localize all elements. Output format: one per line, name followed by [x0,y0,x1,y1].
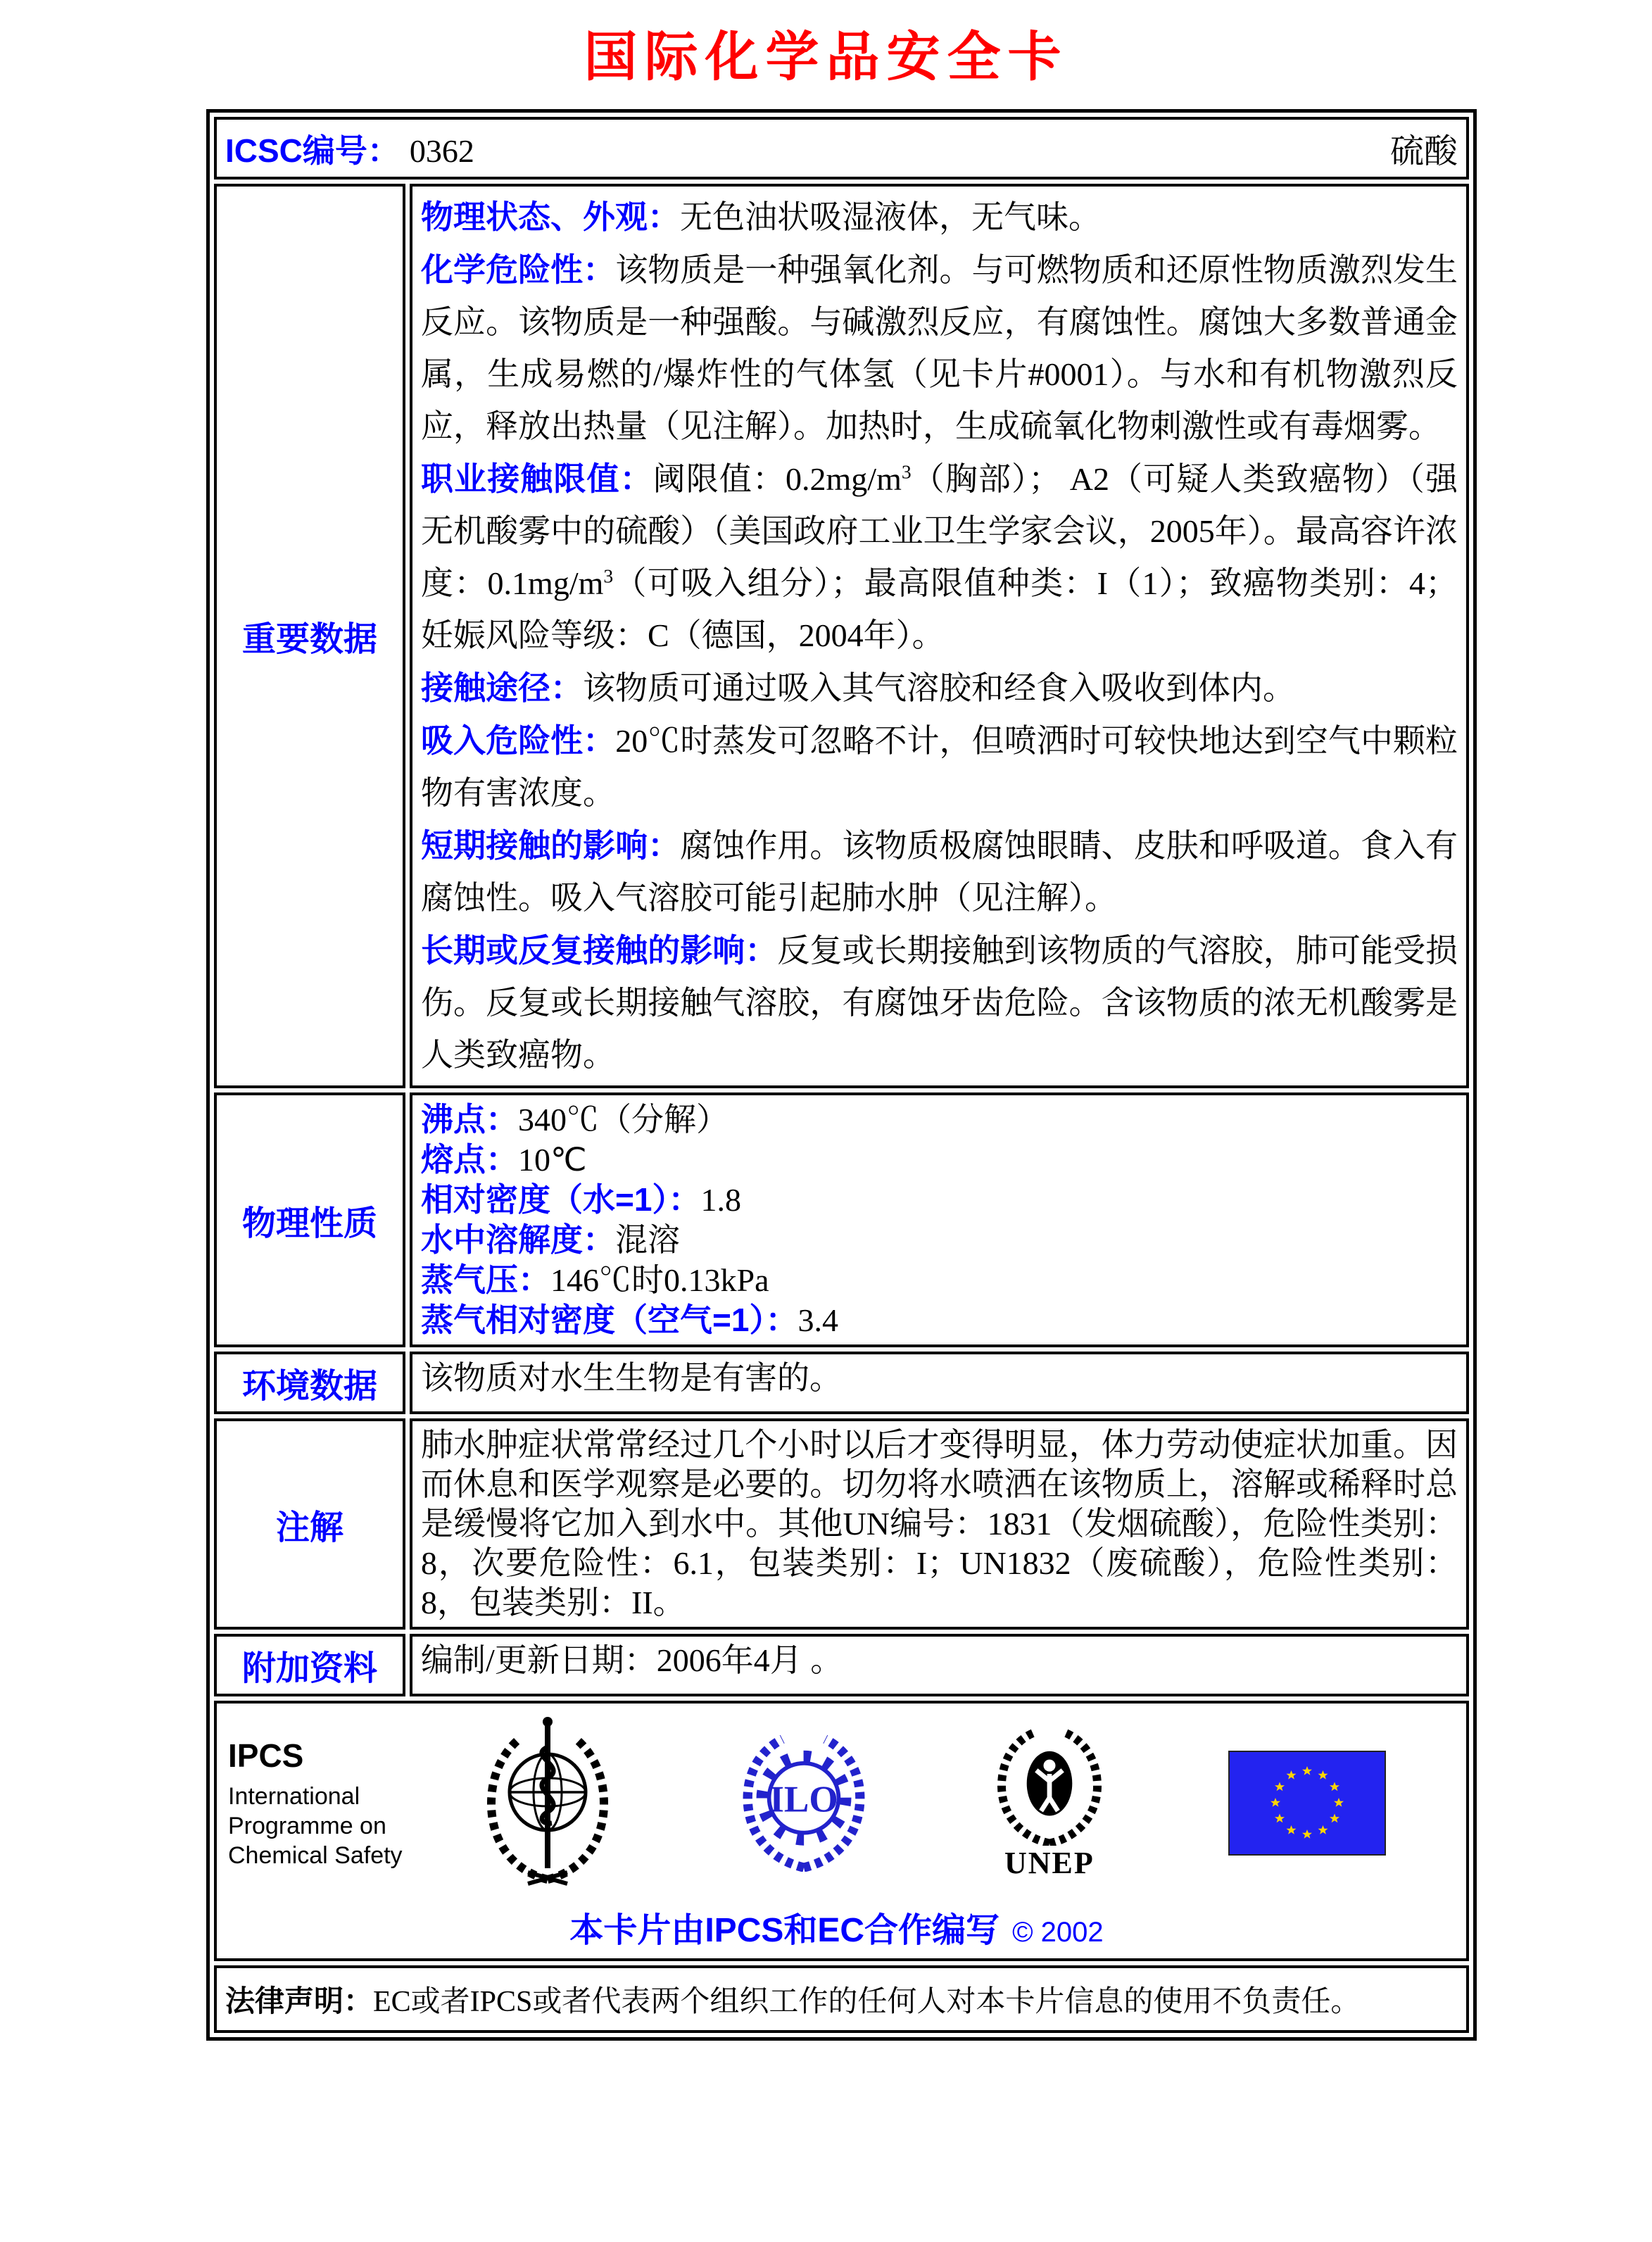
paragraph [421,714,1458,819]
paragraph [421,1140,1458,1180]
section-content-notes [410,1418,1469,1630]
text-segment: 该物质对水生生物是有害的。 [421,1360,842,1396]
substance-name: 硫酸 [1389,133,1458,170]
cooperation-caption-text: 本卡片由IPCS和EC合作编写 [569,1912,1000,1949]
paragraph [421,662,1458,714]
ipcs-line: International [228,1782,360,1810]
text-segment: 编制/更新日期：2006年4月 。 [421,1642,843,1678]
ilo-logo-text: ILO [769,1778,838,1820]
section-label-environmental-data: 环境数据 [214,1352,405,1414]
paragraph [421,1359,1458,1398]
text-segment: 该物质可通过吸入其气溶胶和经食入吸收到体内。 [583,670,1295,706]
field-label: 吸入危险性： [421,722,616,759]
section-content-additional-info [410,1634,1469,1696]
text-segment: 肺水肿症状常常经过几个小时以后才变得明显，体力劳动使症状加重。因而休息和医学观察是必要的。切勿将水喷洒在该物质上，溶解或稀释时总是缓慢将它加入到水中。其他UN编号：1831（发烟硫酸），危险性类别：8，次要危险性：6.1，包装类别：I；UN1832（废硫酸），危险性类别：8，包装类别：II。 [421,1427,1458,1620]
text-segment: 无色油状吸湿液体，无气味。 [680,199,1101,235]
text-segment: 20℃时蒸发可忽略不计，但喷洒时可较快地达到空气中颗粒物有害浓度。 [421,723,1458,811]
legal-label: 法律声明： [225,1984,374,2017]
paragraph [421,1100,1458,1140]
logos-cell [214,1701,1469,1961]
legal-text: EC或者IPCS或者代表两个组织工作的任何人对本卡片信息的使用不负责任。 [373,1986,1361,2018]
field-label: 长期或反复接触的影响： [421,932,778,969]
superscript: 3 [603,565,614,587]
cooperation-caption [228,1903,1445,1951]
section-label-physical-properties: 物理性质 [214,1092,405,1347]
paragraph [421,1641,1458,1680]
ipcs-text-block [228,1737,418,1870]
section-label-notes: 注解 [214,1418,405,1630]
section-content-environmental-data [410,1352,1469,1414]
text-segment: （胸部）； A2（可疑人类致癌物）（强无机酸雾中的硫酸）（美国政府工业卫生学家会议，2005年）。最高容许浓度：0.1mg/m [421,461,1458,601]
field-label: 蒸气压： [421,1261,550,1298]
text-segment: 该物质是一种强氧化剂。与可燃物质和还原性物质激烈发生反应。该物质是一种强酸。与碱激烈反应，有腐蚀性。腐蚀大多数普通金属，生成易燃的/爆炸性的气体氢（见卡片#0001）。与水和有机物激烈反应，释放出热量（见注解）。加热时，生成硫氧化物刺激性或有毒烟雾。 [421,252,1458,444]
field-label: 沸点： [421,1101,518,1138]
text-segment: 146℃时0.13kPa [550,1262,769,1298]
text-segment: 腐蚀作用。该物质极腐蚀眼睛、皮肤和呼吸道。食入有腐蚀性。吸入气溶胶可能引起肺水肿（见注解）。 [421,828,1458,916]
paragraph [421,1300,1458,1340]
legal-cell [214,1965,1469,2033]
text-segment: 3.4 [797,1302,838,1338]
text-segment: 混溶 [615,1222,680,1258]
section-content-physical-properties [410,1092,1469,1347]
paragraph [421,244,1458,453]
section-row-important-data [214,184,1469,1088]
section-label-additional-info: 附加资料 [214,1634,405,1696]
icsc-number-label: ICSC编号： [225,132,400,169]
paragraph [421,1220,1458,1260]
field-label: 水中溶解度： [421,1221,615,1258]
paragraph [421,924,1458,1081]
field-label: 化学危险性： [421,251,616,288]
paragraph [421,819,1458,924]
unep-logo [990,1726,1109,1881]
text-segment: 10℃ [518,1142,587,1178]
text-segment: 阈限值：0.2mg/m [652,461,902,497]
section-content-important-data [410,184,1469,1088]
who-logo-icon [477,1713,618,1893]
paragraph [421,1425,1458,1623]
ipcs-line: Chemical Safety [228,1841,403,1869]
section-row-physical-properties [214,1092,1469,1347]
text-segment: 反复或长期接触到该物质的气溶胶，肺可能受损伤。反复或长期接触气溶胶，有腐蚀牙齿危险。含该物质的浓无机酸雾是人类致癌物。 [421,933,1458,1073]
ipcs-line: Programme on [228,1812,386,1839]
header-row [214,117,1469,180]
field-label: 接触途径： [421,669,583,706]
section-row-additional-info [214,1634,1469,1696]
section-row-notes [214,1418,1469,1630]
paragraph [421,1180,1458,1220]
field-label: 短期接触的影响： [421,827,681,864]
text-segment: 1.8 [700,1182,741,1218]
field-label: 熔点： [421,1141,518,1178]
field-label: 蒸气相对密度（空气=1）： [421,1302,798,1338]
ilo-logo-icon [737,1731,871,1875]
page-title: 国际化学品安全卡 [584,27,1068,87]
copyright-text: © 2002 [1012,1917,1104,1948]
text-segment: （可吸入组分）；最高限值种类：I（1）；致癌物类别：4；妊娠风险等级：C（德国，2004年）。 [421,565,1458,653]
paragraph [421,191,1458,244]
field-label: 相对密度（水=1）： [421,1181,701,1218]
field-label: 物理状态、外观： [421,199,680,235]
ipcs-acronym: IPCS [228,1737,304,1774]
eu-flag-icon [1228,1751,1386,1856]
paragraph [421,1260,1458,1300]
icsc-number-group [225,125,474,172]
section-row-environmental-data [214,1352,1469,1414]
unep-logo-text: UNEP [1004,1845,1095,1880]
field-label: 职业接触限值： [421,460,653,497]
section-label-important-data: 重要数据 [214,184,405,1088]
icsc-number-value: 0362 [409,132,474,169]
text-segment: 340℃（分解） [518,1102,729,1138]
logos-row [214,1701,1469,1961]
paragraph [421,453,1458,662]
unep-logo-icon [990,1726,1109,1846]
legal-row [214,1965,1469,2033]
superscript: 3 [901,460,912,483]
header-cell [214,117,1469,180]
icsc-card-table [206,109,1477,2041]
